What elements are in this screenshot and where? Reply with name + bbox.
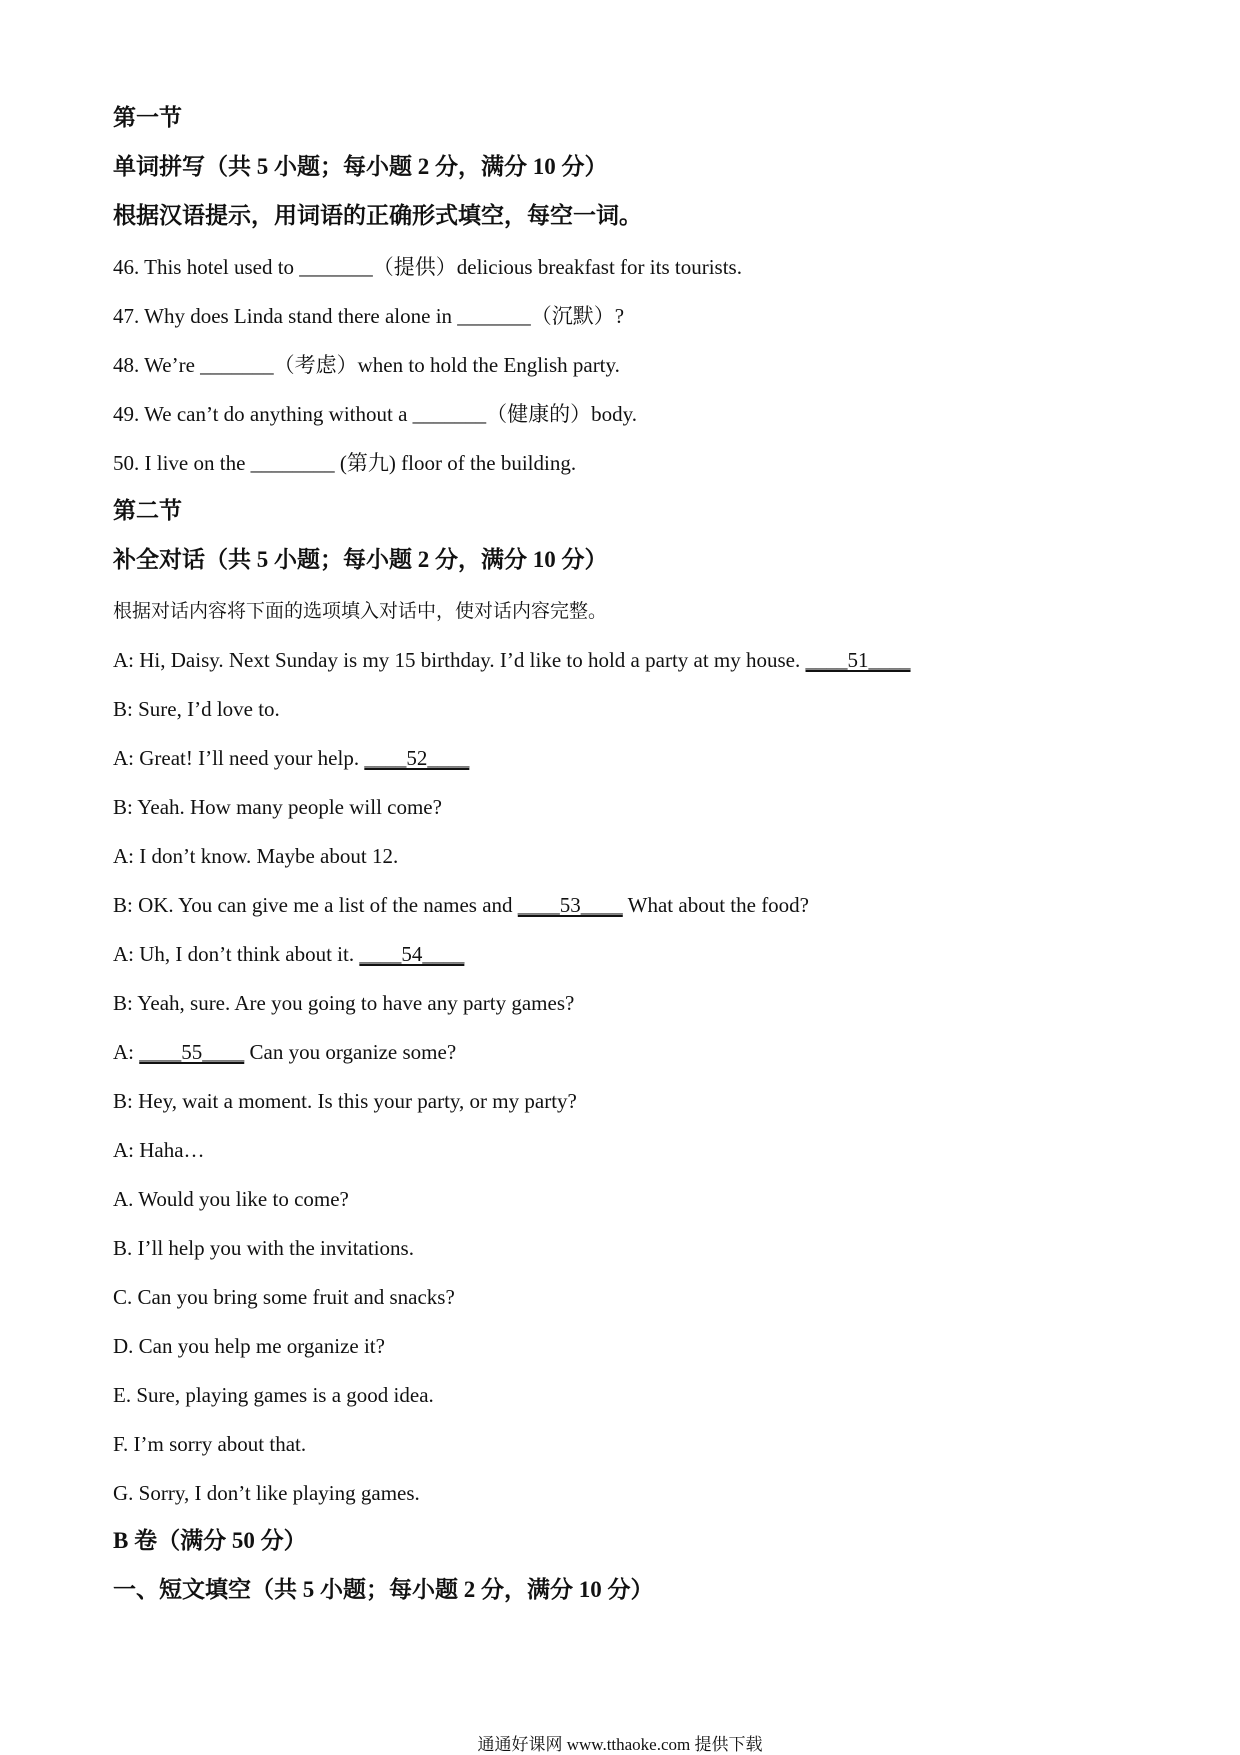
dialogue-line: B: Sure, I’d love to. (113, 697, 280, 721)
option-d: D. Can you help me organize it? (113, 1334, 385, 1358)
dialogue-line: A: Uh, I don’t think about it. ____54____ (113, 942, 465, 966)
page-footer: 通通好课网 www.tthaoke.com 提供下载 (477, 1735, 763, 1754)
blank-53: ____53____ (517, 893, 623, 917)
section1-title: 单词拼写（共 5 小题；每小题 2 分，满分 10 分） (113, 154, 608, 179)
blank-52: ____52____ (364, 746, 470, 770)
option-e: E. Sure, playing games is a good idea. (113, 1383, 434, 1407)
question-49: 49. We can’t do anything without a _______（健康的）body. (113, 402, 638, 426)
blank-54: ____54____ (359, 942, 465, 966)
option-b: B. I’ll help you with the invitations. (113, 1236, 414, 1260)
dialogue-line: B: OK. You can give me a list of the names and ____53____ What about the food? (113, 893, 810, 917)
dialogue-line: A: ____55____ Can you organize some? (113, 1040, 457, 1064)
option-f: F. I’m sorry about that. (113, 1432, 307, 1456)
dialogue-line: B: Yeah. How many people will come? (113, 795, 442, 819)
dialogue-line: A: Haha… (113, 1138, 205, 1162)
dialogue-line: B: Yeah, sure. Are you going to have any party games? (113, 991, 575, 1015)
question-48: 48. We’re _______（考虑）when to hold the English party. (113, 353, 620, 377)
option-c: C. Can you bring some fruit and snacks? (113, 1285, 455, 1309)
part-b-subtitle: 一、短文填空（共 5 小题；每小题 2 分，满分 10 分） (113, 1577, 654, 1602)
dialogue-line: B: Hey, wait a moment. Is this your party, or my party? (113, 1089, 577, 1113)
question-47: 47. Why does Linda stand there alone in _______（沉默）? (113, 304, 625, 328)
option-g: G. Sorry, I don’t like playing games. (113, 1481, 420, 1505)
section2-title: 补全对话（共 5 小题；每小题 2 分，满分 10 分） (113, 547, 608, 572)
blank-55: ____55____ (139, 1040, 245, 1064)
question-50: 50. I live on the ________ (第九) floor of the building. (113, 451, 577, 475)
blank-51: ____51____ (805, 648, 911, 672)
section1-instruction: 根据汉语提示，用词语的正确形式填空，每空一词。 (113, 203, 642, 228)
option-a: A. Would you like to come? (113, 1187, 349, 1211)
dialogue-line: A: Hi, Daisy. Next Sunday is my 15 birthday. I’d like to hold a party at my house. ____51____ (113, 648, 911, 672)
part-b-title: B 卷（满分 50 分） (113, 1528, 307, 1553)
section2-instruction: 根据对话内容将下面的选项填入对话中，使对话内容完整。 (113, 600, 608, 622)
dialogue-line: A: Great! I’ll need your help. ____52____ (113, 746, 470, 770)
question-46: 46. This hotel used to _______（提供）delicious breakfast for its tourists. (113, 255, 742, 279)
section1-heading: 第一节 (113, 105, 182, 130)
section2-heading: 第二节 (113, 498, 182, 523)
dialogue-line: A: I don’t know. Maybe about 12. (113, 844, 399, 868)
